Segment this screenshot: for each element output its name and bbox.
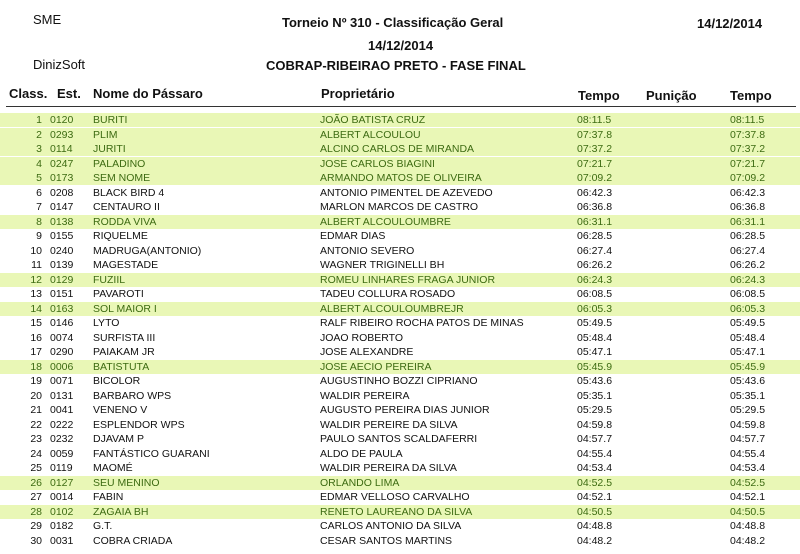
cell-time2: 04:57.7 xyxy=(730,433,766,445)
cell-est: 0119 xyxy=(50,462,73,474)
table-row xyxy=(0,331,800,345)
cell-est: 0222 xyxy=(50,418,74,431)
cell-name: ZAGAIA BH xyxy=(93,505,149,518)
cell-owner: ROMEU LINHARES FRAGA JUNIOR xyxy=(320,273,496,286)
cell-name: G.T. xyxy=(93,520,113,532)
cell-name: BARBARO WPS xyxy=(93,389,172,402)
cell-est: 0059 xyxy=(50,447,74,460)
cell-name: SEU MENINO xyxy=(93,476,160,489)
cell-est: 0240 xyxy=(50,244,74,257)
table-row xyxy=(0,316,800,330)
cell-time: 07:09.2 xyxy=(577,172,613,184)
cell-class: 9 xyxy=(36,230,42,242)
cell-class: 5 xyxy=(36,172,42,184)
col-time-header: Tempo xyxy=(578,88,620,103)
cell-name: CENTAURO II xyxy=(93,201,160,213)
cell-time2: 05:49.5 xyxy=(730,317,766,329)
cell-time: 04:50.5 xyxy=(577,505,613,518)
cell-owner: ALCINO CARLOS DE MIRANDA xyxy=(320,143,475,155)
table-row xyxy=(0,447,800,461)
cell-name: PAIAKAM JR xyxy=(93,346,155,358)
table-row xyxy=(0,215,800,229)
cell-owner: ANTONIO PIMENTEL DE AZEVEDO xyxy=(320,186,493,199)
cell-owner: JOSE ALEXANDRE xyxy=(320,346,414,358)
cell-class: 24 xyxy=(30,447,42,460)
cell-owner: ARMANDO MATOS DE OLIVEIRA xyxy=(320,172,482,184)
cell-class: 27 xyxy=(30,491,42,503)
table-row xyxy=(0,519,800,533)
cell-owner: ALBERT ALCOULOUMBRE xyxy=(320,215,451,228)
cell-time: 06:05.3 xyxy=(577,302,613,315)
header-left-bottom: DinizSoft xyxy=(33,57,86,72)
cell-time2: 06:36.8 xyxy=(730,201,766,213)
cell-time: 06:28.5 xyxy=(577,230,613,242)
cell-est: 0006 xyxy=(50,360,74,373)
cell-class: 1 xyxy=(36,114,42,126)
cell-name: SURFISTA III xyxy=(93,331,156,344)
cell-name: MAGESTADE xyxy=(93,259,159,271)
cell-time: 07:37.8 xyxy=(577,128,613,141)
cell-owner: AUGUSTO PEREIRA DIAS JUNIOR xyxy=(320,404,490,416)
cell-time2: 07:21.7 xyxy=(730,157,766,170)
cell-class: 12 xyxy=(30,273,42,286)
cell-class: 3 xyxy=(36,143,42,155)
cell-time: 05:29.5 xyxy=(577,404,613,416)
cell-time2: 04:59.8 xyxy=(730,418,766,431)
table-row xyxy=(0,287,800,301)
header-date-right: 14/12/2014 xyxy=(697,16,763,31)
cell-owner: EDMAR DIAS xyxy=(320,230,386,242)
table-row xyxy=(0,461,800,475)
cell-time: 06:42.3 xyxy=(577,186,613,199)
cell-time2: 04:55.4 xyxy=(730,447,766,460)
cell-name: RODDA VIVA xyxy=(93,215,157,228)
table-row xyxy=(0,142,800,156)
cell-owner: ORLANDO LIMA xyxy=(320,476,400,489)
col-penalty-header: Punição xyxy=(646,88,697,103)
cell-est: 0131 xyxy=(50,389,74,402)
cell-est: 0014 xyxy=(50,491,74,503)
cell-name: DJAVAM P xyxy=(93,433,144,445)
cell-time2: 04:50.5 xyxy=(730,505,766,518)
cell-time2: 05:29.5 xyxy=(730,404,766,416)
cell-time: 04:59.8 xyxy=(577,418,613,431)
cell-owner: WALDIR PEREIRA xyxy=(320,389,410,402)
cell-class: 25 xyxy=(30,462,42,474)
cell-owner: PAULO SANTOS SCALDAFERRI xyxy=(320,433,478,445)
cell-est: 0182 xyxy=(50,520,74,532)
cell-est: 0120 xyxy=(50,114,74,126)
table-row xyxy=(0,171,800,185)
cell-class: 17 xyxy=(30,346,42,358)
cell-owner: EDMAR VELLOSO CARVALHO xyxy=(320,491,470,503)
cell-class: 7 xyxy=(36,201,42,213)
cell-time2: 04:53.4 xyxy=(730,462,766,474)
cell-est: 0041 xyxy=(50,404,74,416)
cell-name: RIQUELME xyxy=(93,230,148,242)
cell-class: 13 xyxy=(30,288,42,300)
col-owner-header: Proprietário xyxy=(321,86,395,101)
cell-time2: 04:48.8 xyxy=(730,520,766,532)
cell-est: 0151 xyxy=(50,288,74,300)
cell-class: 30 xyxy=(30,534,42,547)
cell-name: FABIN xyxy=(93,491,124,503)
cell-time2: 07:09.2 xyxy=(730,172,766,184)
table-row xyxy=(0,403,800,417)
cell-class: 15 xyxy=(30,317,42,329)
col-class-header: Class. xyxy=(9,86,48,101)
cell-time2: 05:48.4 xyxy=(730,331,766,344)
cell-time2: 06:28.5 xyxy=(730,230,766,242)
table-row xyxy=(0,273,800,287)
table-row xyxy=(0,505,800,519)
cell-time: 07:21.7 xyxy=(577,157,613,170)
cell-owner: ALBERT ALCOULOUMBREJR xyxy=(320,302,464,315)
cell-time: 04:48.2 xyxy=(577,534,613,547)
cell-time2: 08:11.5 xyxy=(730,114,765,126)
cell-est: 0139 xyxy=(50,259,74,271)
cell-class: 23 xyxy=(30,433,42,445)
cell-time2: 06:26.2 xyxy=(730,259,766,271)
cell-time2: 04:52.5 xyxy=(730,476,766,489)
cell-name: COBRA CRIADA xyxy=(93,534,173,547)
page-title: Torneio Nº 310 - Classificação Geral xyxy=(282,15,504,30)
cell-name: BURITI xyxy=(93,114,128,126)
col-time2-header: Tempo xyxy=(730,88,772,103)
table-row xyxy=(0,258,800,272)
cell-owner: CARLOS ANTONIO DA SILVA xyxy=(320,520,462,532)
table-row xyxy=(0,374,800,388)
cell-time: 05:45.9 xyxy=(577,360,613,373)
cell-time2: 04:48.2 xyxy=(730,534,766,547)
cell-est: 0127 xyxy=(50,476,74,489)
cell-class: 29 xyxy=(30,520,42,532)
cell-class: 6 xyxy=(36,186,42,199)
cell-name: BATISTUTA xyxy=(93,360,150,373)
cell-est: 0155 xyxy=(50,230,74,242)
cell-time2: 06:31.1 xyxy=(730,215,766,228)
cell-time2: 05:35.1 xyxy=(730,389,766,402)
cell-est: 0129 xyxy=(50,273,74,286)
table-row xyxy=(0,432,800,446)
cell-est: 0290 xyxy=(50,346,74,358)
cell-name: PALADINO xyxy=(93,157,146,170)
cell-time: 06:27.4 xyxy=(577,244,613,257)
table-row xyxy=(0,389,800,403)
page-subtitle: COBRAP-RIBEIRAO PRETO - FASE FINAL xyxy=(266,58,526,73)
cell-est: 0147 xyxy=(50,201,74,213)
cell-time: 04:53.4 xyxy=(577,462,613,474)
cell-time: 04:48.8 xyxy=(577,520,613,532)
table-row xyxy=(0,360,800,374)
cell-class: 20 xyxy=(30,389,42,402)
cell-est: 0208 xyxy=(50,186,74,199)
cell-est: 0146 xyxy=(50,317,74,329)
cell-class: 18 xyxy=(30,360,42,373)
cell-owner: TADEU COLLURA ROSADO xyxy=(320,288,456,300)
header-date-center: 14/12/2014 xyxy=(368,38,434,53)
cell-time: 04:57.7 xyxy=(577,433,613,445)
cell-time2: 06:27.4 xyxy=(730,244,766,257)
cell-name: PAVAROTI xyxy=(93,288,144,300)
cell-time2: 06:05.3 xyxy=(730,302,766,315)
cell-est: 0138 xyxy=(50,215,74,228)
cell-time2: 07:37.8 xyxy=(730,128,766,141)
table-row xyxy=(0,229,800,243)
cell-time: 06:36.8 xyxy=(577,201,613,213)
cell-class: 16 xyxy=(30,331,42,344)
cell-time2: 06:24.3 xyxy=(730,273,766,286)
cell-est: 0247 xyxy=(50,157,74,170)
cell-name: VENENO V xyxy=(93,404,148,416)
cell-time: 05:49.5 xyxy=(577,317,613,329)
cell-est: 0071 xyxy=(50,375,74,387)
cell-time: 05:48.4 xyxy=(577,331,613,344)
cell-owner: RALF RIBEIRO ROCHA PATOS DE MINAS xyxy=(320,317,524,329)
cell-time2: 05:45.9 xyxy=(730,360,766,373)
cell-time: 05:43.6 xyxy=(577,375,613,387)
cell-time2: 04:52.1 xyxy=(730,491,766,503)
header-left-top: SME xyxy=(33,12,62,27)
cell-owner: JOAO ROBERTO xyxy=(320,331,404,344)
cell-time: 04:52.1 xyxy=(577,491,613,503)
table-row xyxy=(0,128,800,142)
cell-est: 0163 xyxy=(50,302,74,315)
cell-time2: 06:42.3 xyxy=(730,186,766,199)
cell-owner: WALDIR PEREIRE DA SILVA xyxy=(320,418,458,431)
cell-name: LYTO xyxy=(93,317,120,329)
cell-owner: MARLON MARCOS DE CASTRO xyxy=(320,201,479,213)
cell-name: FANTÁSTICO GUARANI xyxy=(93,447,210,460)
header-rule xyxy=(6,106,796,107)
cell-owner: WALDIR PEREIRA DA SILVA xyxy=(320,462,457,474)
cell-est: 0031 xyxy=(50,534,74,547)
cell-est: 0173 xyxy=(50,172,74,184)
cell-est: 0114 xyxy=(50,143,73,155)
cell-time: 06:26.2 xyxy=(577,259,613,271)
cell-name: SOL MAIOR I xyxy=(93,302,157,315)
cell-time: 07:37.2 xyxy=(577,143,613,155)
cell-time: 05:47.1 xyxy=(577,346,613,358)
cell-class: 8 xyxy=(36,215,42,228)
table-row xyxy=(0,244,800,258)
cell-time: 06:31.1 xyxy=(577,215,613,228)
cell-name: PLIM xyxy=(93,128,118,141)
cell-time: 05:35.1 xyxy=(577,389,613,402)
cell-class: 14 xyxy=(30,302,42,315)
table-row xyxy=(0,418,800,432)
cell-owner: JOSE AECIO PEREIRA xyxy=(320,360,432,373)
cell-name: FUZIIL xyxy=(93,273,126,286)
cell-time: 04:55.4 xyxy=(577,447,613,460)
cell-est: 0232 xyxy=(50,433,74,445)
cell-name: ESPLENDOR WPS xyxy=(93,418,185,431)
table-row xyxy=(0,476,800,490)
cell-time: 06:08.5 xyxy=(577,288,613,300)
cell-owner: RENETO LAUREANO DA SILVA xyxy=(320,505,473,518)
cell-name: BLACK BIRD 4 xyxy=(93,186,165,199)
cell-class: 28 xyxy=(30,505,42,518)
cell-name: MADRUGA(ANTONIO) xyxy=(93,244,202,257)
cell-owner: CESAR SANTOS MARTINS xyxy=(320,534,453,547)
cell-time2: 05:43.6 xyxy=(730,375,766,387)
cell-owner: JOSE CARLOS BIAGINI xyxy=(320,157,435,170)
cell-class: 4 xyxy=(36,157,42,170)
cell-class: 26 xyxy=(30,476,42,489)
cell-class: 21 xyxy=(30,404,42,416)
table-row xyxy=(0,490,800,504)
cell-name: MAOMÉ xyxy=(93,462,133,474)
cell-owner: ALDO DE PAULA xyxy=(320,447,403,460)
table-row xyxy=(0,302,800,316)
col-name-header: Nome do Pássaro xyxy=(93,86,203,101)
cell-name: JURITI xyxy=(93,143,126,155)
cell-time2: 07:37.2 xyxy=(730,143,766,155)
cell-name: BICOLOR xyxy=(93,375,141,387)
cell-time: 08:11.5 xyxy=(577,114,612,126)
cell-owner: WAGNER TRIGINELLI BH xyxy=(320,259,445,271)
cell-est: 0102 xyxy=(50,505,74,518)
cell-owner: JOÃO BATISTA CRUZ xyxy=(320,114,426,126)
cell-class: 10 xyxy=(30,244,42,257)
cell-owner: ANTONIO SEVERO xyxy=(320,244,415,257)
col-est-header: Est. xyxy=(57,86,81,101)
table-row xyxy=(0,113,800,127)
table-row xyxy=(0,186,800,200)
cell-class: 2 xyxy=(36,128,42,141)
cell-time2: 05:47.1 xyxy=(730,346,766,358)
cell-est: 0074 xyxy=(50,331,74,344)
table-row xyxy=(0,534,800,548)
table-row xyxy=(0,157,800,171)
table-row xyxy=(0,345,800,359)
table-row xyxy=(0,200,800,214)
cell-name: SEM NOME xyxy=(93,172,151,184)
cell-class: 11 xyxy=(31,259,42,271)
cell-owner: AUGUSTINHO BOZZI CIPRIANO xyxy=(320,375,478,387)
cell-class: 22 xyxy=(30,418,42,431)
cell-est: 0293 xyxy=(50,128,74,141)
cell-time2: 06:08.5 xyxy=(730,288,766,300)
cell-time: 04:52.5 xyxy=(577,476,613,489)
cell-owner: ALBERT ALCOULOU xyxy=(320,128,421,141)
cell-time: 06:24.3 xyxy=(577,273,613,286)
cell-class: 19 xyxy=(30,375,42,387)
